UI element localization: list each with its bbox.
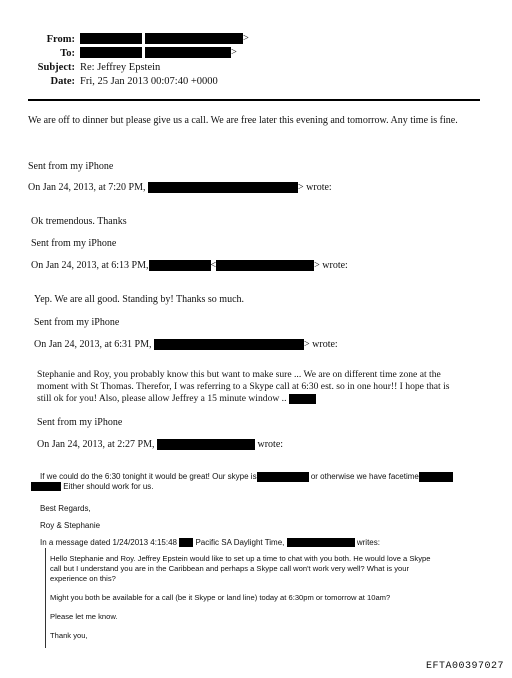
redaction-block: [257, 472, 309, 482]
from-suffix: >: [243, 33, 249, 44]
message-text: We are off to dinner but please give us a call. We are free later this evening and tomorrow. Any time is fine.: [28, 115, 458, 126]
attribution-suffix: writes:: [356, 538, 380, 547]
reply-attribution: [34, 339, 338, 350]
document-id: EFTA00397027: [425, 661, 504, 672]
from-value: [80, 33, 249, 44]
sent-from-line: Sent from my iPhone: [28, 161, 114, 172]
redaction-block: [179, 538, 193, 547]
to-value: [80, 47, 237, 58]
date-value: Fri, 25 Jan 2013 00:07:40 +0000: [80, 76, 218, 87]
redaction-block: [289, 394, 316, 404]
redaction-block: [419, 472, 453, 482]
sent-from-line: Sent from my iPhone: [37, 417, 123, 428]
sign-off: Best Regards,: [40, 504, 91, 513]
message-line: [31, 482, 154, 491]
quoted-line: call but I understand you are in the Caribbean and perhaps a Skype call won't work very well? What is your: [50, 564, 409, 573]
quoted-line: experience on this?: [50, 574, 116, 583]
message-text: Ok tremendous. Thanks: [31, 216, 127, 227]
redaction-block: [31, 482, 61, 491]
reply-attribution: [37, 439, 283, 450]
quote-bar: [45, 548, 46, 648]
message-fragment: still ok for you! Also, please allow Jeffrey a 15 minute window ..: [37, 393, 287, 404]
redaction-block: [149, 260, 211, 271]
message-fragment: or otherwise we have facetime: [310, 472, 419, 482]
redaction-block: [287, 538, 355, 547]
message-line: moment with St Thomas. Therefor, I was referring to a Skype call at 6:30 est. so in one hour!! I hope that is: [37, 381, 450, 392]
signature-names: Roy & Stephanie: [40, 521, 101, 530]
subject-value: Re: Jeffrey Epstein: [80, 62, 161, 73]
redaction-block: [145, 33, 243, 44]
attribution-text: Pacific SA Daylight Time,: [195, 538, 285, 547]
attribution-text: On Jan 24, 2013, at 7:20 PM,: [28, 182, 146, 193]
message-line: [40, 472, 453, 482]
quoted-attribution: [40, 538, 380, 547]
reply-attribution: [31, 260, 348, 271]
attribution-bracket: <: [210, 260, 217, 271]
subject-label: Subject:: [37, 62, 75, 73]
message-fragment: If we could do the 6:30 tonight it would be great! Our skype is: [40, 472, 257, 482]
redaction-block: [216, 260, 314, 271]
attribution-text: In a message dated 1/24/2013 4:15:48: [40, 538, 177, 547]
redaction-block: [157, 439, 255, 450]
to-suffix: >: [231, 47, 237, 58]
quoted-line: Thank you,: [50, 631, 88, 640]
sent-from-line: Sent from my iPhone: [31, 238, 117, 249]
from-label: From:: [46, 34, 75, 45]
sent-from-line: Sent from my iPhone: [34, 317, 120, 328]
attribution-suffix: > wrote:: [298, 182, 332, 193]
attribution-suffix: > wrote:: [304, 339, 338, 350]
redaction-block: [148, 182, 298, 193]
message-text: Yep. We are all good. Standing by! Thanks so much.: [34, 294, 245, 305]
reply-attribution: [28, 182, 332, 193]
attribution-suffix: wrote:: [257, 439, 284, 450]
to-label: To:: [60, 48, 75, 59]
message-fragment: Either should work for us.: [63, 482, 154, 491]
redaction-block: [145, 47, 231, 58]
attribution-suffix: > wrote:: [314, 260, 348, 271]
date-label: Date:: [50, 76, 75, 87]
redaction-block: [80, 47, 142, 58]
header-divider: [28, 99, 480, 101]
message-line: [37, 393, 316, 404]
quoted-line: Hello Stephanie and Roy. Jeffrey Epstein would like to set up a time to chat with you both. He would love a Skype: [50, 554, 431, 563]
attribution-text: On Jan 24, 2013, at 2:27 PM,: [37, 439, 155, 450]
redaction-block: [154, 339, 304, 350]
message-line: Stephanie and Roy, you probably know this but want to make sure ... We are on different time zone at the: [37, 369, 441, 380]
attribution-text: On Jan 24, 2013, at 6:31 PM,: [34, 339, 152, 350]
quoted-line: Might you both be available for a call (be it Skype or land line) today at 6:30pm or tomorrow at 10am?: [50, 593, 391, 602]
attribution-text: On Jan 24, 2013, at 6:13 PM,: [31, 260, 149, 271]
quoted-line: Please let me know.: [50, 612, 118, 621]
redaction-block: [80, 33, 142, 44]
